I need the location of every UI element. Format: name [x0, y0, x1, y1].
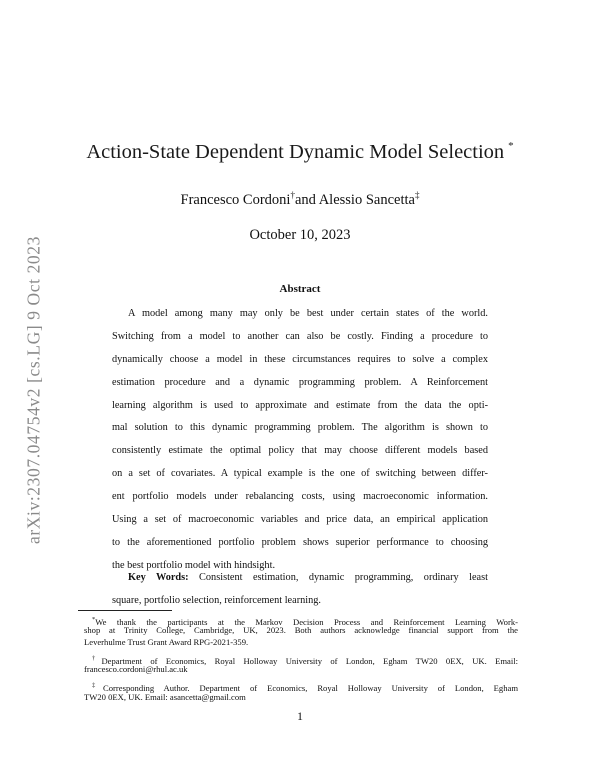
- author-line: [0, 190, 600, 209]
- footnote-line: TW20 0EX, UK. Email: asancetta@gmail.com: [84, 691, 246, 702]
- abstract-line: the best portfolio model with hindsight.: [112, 559, 276, 571]
- footnote-mark: *: [92, 616, 96, 623]
- footnote-line: shop at Trinity College, Cambridge, UK, 2023. Both authors acknowledge financial support from the: [84, 625, 518, 636]
- footnote-line: [84, 614, 518, 625]
- abstract-line: estimation procedure and a dynamic programming problem. A Reinforcement: [112, 376, 488, 388]
- paper-title-text: Action-State Dependent Dynamic Model Selection: [86, 141, 505, 163]
- abstract-line: Using a set of macroeconomic variables and price data, an empirical application: [112, 514, 488, 526]
- arxiv-identifier-stamp[interactable]: arXiv:2307.04754v2 [cs.LG] 9 Oct 2023: [23, 236, 44, 544]
- keywords-line: square, portfolio selection, reinforcement learning.: [112, 594, 322, 606]
- publication-date: October 10, 2023: [249, 227, 351, 243]
- footnote: [84, 680, 518, 703]
- paper-title: [0, 140, 600, 164]
- author-footnote-mark: †: [290, 190, 295, 200]
- keywords-label: Key Words:: [128, 572, 189, 583]
- footnote-line: [84, 680, 519, 694]
- abstract-line: learning algorithm is used to approximate and estimate from the data the opti-: [112, 399, 488, 411]
- abstract-line: on a set of covariates. A typical example is the one of switching between differ-: [112, 468, 488, 480]
- author-name: and Alessio Sancetta: [294, 192, 415, 208]
- footnote-text: We thank the participants at the Markov Decision Process and Reinforcement Learning Work-: [95, 617, 518, 627]
- keywords-line: [112, 567, 488, 590]
- footnote: [84, 614, 518, 648]
- footnote-text: Corresponding Author. Department of Economics, Royal Holloway University of London, Egham: [103, 683, 519, 694]
- keywords-text: Consistent estimation, dynamic programming, ordinary least: [199, 572, 488, 583]
- footnote-text: Department of Economics, Royal Holloway University of London, Egham TW20 0EX, UK. Email:: [101, 655, 519, 666]
- footnote-mark: †: [92, 654, 102, 662]
- footnote-line: [84, 653, 518, 664]
- keywords-section: [112, 567, 488, 613]
- abstract-line: to the aforementioned portfolio problem shows superior performance to choosing: [112, 536, 488, 548]
- footnote-separator: [78, 610, 172, 611]
- abstract-body: [112, 303, 488, 578]
- author-name: Francesco Cordoni: [180, 192, 291, 208]
- author-footnote-mark: ‡: [414, 190, 420, 200]
- abstract-line: Switching from a model to another can also be costly. Finding a procedure to: [112, 330, 488, 342]
- page-number: 1: [297, 709, 303, 723]
- abstract-line: ent portfolio models under rebalancing costs, using macroeconomic information.: [112, 491, 488, 503]
- abstract-line: A model among many may only be best under certain states of the world.: [128, 308, 488, 319]
- abstract-line: consistently estimate the optimal policy that may choose different models based: [112, 445, 488, 457]
- abstract-heading: Abstract: [279, 283, 321, 295]
- abstract-line: dynamically choose a model in these circumstances requires to solve a complex: [112, 353, 488, 365]
- title-footnote-mark: *: [508, 140, 514, 152]
- footnote-line: francesco.cordoni@rhul.ac.uk: [84, 664, 188, 675]
- footnote-line: Leverhulme Trust Grant Award RPG-2021-359.: [84, 636, 249, 647]
- footnote: [84, 653, 518, 676]
- abstract-line: mal solution to this dynamic programming problem. The algorithm is shown to: [112, 422, 488, 434]
- footnote-mark: ‡: [92, 682, 104, 690]
- footnotes: [84, 614, 518, 708]
